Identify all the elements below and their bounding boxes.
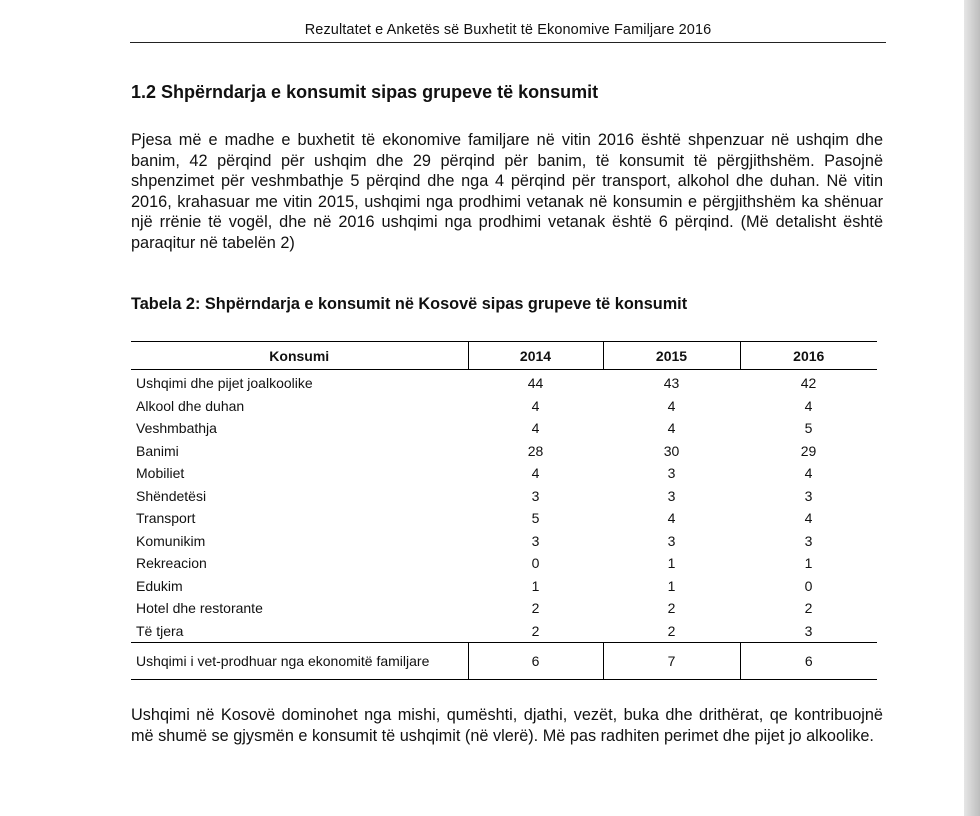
- table-row: [131, 597, 877, 620]
- cell-value: 29: [800, 442, 817, 459]
- row-label: Shëndetësi: [136, 487, 207, 504]
- column-header: 2014: [468, 342, 603, 370]
- cell-value: 3: [531, 487, 540, 504]
- row-label: Hotel dhe restorante: [136, 600, 263, 617]
- row-label: Ushqimi i vet-prodhuar nga ekonomitë familjare: [131, 643, 468, 680]
- cell-value: 1: [531, 577, 540, 594]
- table-row: [131, 462, 877, 485]
- cell-value: 6: [740, 643, 877, 680]
- table-row: [131, 485, 877, 508]
- table-row: [131, 530, 877, 553]
- table-row: [131, 440, 877, 463]
- row-label: Veshmbathja: [136, 420, 217, 437]
- cell-value: 5: [531, 510, 540, 527]
- cell-value: 1: [667, 577, 676, 594]
- cell-value: 30: [663, 442, 680, 459]
- row-label: Mobiliet: [136, 465, 185, 482]
- cell-value: 0: [531, 555, 540, 572]
- viewer-scroll-edge: [964, 0, 980, 816]
- cell-value: 4: [804, 510, 813, 527]
- cell-value: 4: [531, 420, 540, 437]
- table-row: [131, 620, 877, 643]
- cell-value: 3: [804, 532, 813, 549]
- consumption-table: [131, 341, 877, 680]
- cell-value: 3: [667, 532, 676, 549]
- cell-value: 4: [667, 420, 676, 437]
- cell-value: 2: [531, 600, 540, 617]
- column-header: 2016: [740, 342, 877, 370]
- cell-value: 0: [804, 577, 813, 594]
- cell-value: 3: [667, 465, 676, 482]
- cell-value: 2: [667, 600, 676, 617]
- row-label: Edukim: [136, 577, 183, 594]
- cell-value: 3: [804, 622, 813, 639]
- cell-value: 28: [527, 442, 544, 459]
- table-row: [131, 370, 877, 395]
- cell-value: 3: [667, 487, 676, 504]
- cell-value: 42: [800, 375, 817, 392]
- column-header: Konsumi: [131, 342, 468, 370]
- cell-value: 3: [531, 532, 540, 549]
- cell-value: 2: [667, 622, 676, 639]
- row-label: Alkool dhe duhan: [136, 397, 245, 414]
- table-caption: Tabela 2: Shpërndarja e konsumit në Kosovë sipas grupeve të konsumit: [131, 295, 688, 313]
- cell-value: 4: [531, 397, 540, 414]
- cell-value: 2: [531, 622, 540, 639]
- row-label: Rekreacion: [136, 555, 207, 572]
- cell-value: 4: [667, 510, 676, 527]
- table-row: [131, 507, 877, 530]
- row-label: Ushqimi dhe pijet joalkoolike: [136, 375, 313, 392]
- cell-value: 2: [804, 600, 813, 617]
- header-rule: [130, 42, 886, 43]
- cell-value: 1: [804, 555, 813, 572]
- cell-value: 4: [531, 465, 540, 482]
- cell-value: 44: [527, 375, 544, 392]
- table-row: [131, 552, 877, 575]
- row-label: Të tjera: [136, 622, 184, 639]
- table-row: [131, 395, 877, 418]
- table-row: [131, 643, 877, 680]
- cell-value: 1: [667, 555, 676, 572]
- cell-value: 43: [663, 375, 680, 392]
- cell-value: 4: [804, 465, 813, 482]
- cell-value: 7: [603, 643, 740, 680]
- cell-value: 4: [667, 397, 676, 414]
- cell-value: 3: [804, 487, 813, 504]
- row-label: Banimi: [136, 442, 179, 459]
- section-title: 1.2 Shpërndarja e konsumit sipas grupeve të konsumit: [131, 82, 599, 102]
- intro-paragraph: Pjesa më e madhe e buxhetit të ekonomive familjare në vitin 2016 është shpenzuar në ushqim dhe banim, 42 përqind për ushqim dhe 29 përqind për banim, të konsumit të përgjithshëm. Pasojnë shpenzimet për veshmbathje 5 përqind dhe nga 4 përqind për transport, alkohol dhe duhan. Në vitin 2016, krahasuar me vitin 2015, ushqimi nga prodhimi vetanak në konsumin e përgjithshëm ka shënuar një rrënie të vogël, dhe në 2016 ushqimi nga prodhimi vetanak është 6 përqind. (Më detalisht është paraqitur në tabelën 2): [131, 131, 883, 252]
- closing-paragraph: Ushqimi në Kosovë dominohet nga mishi, qumështi, djathi, vezët, buka dhe drithërat, qe kontribuojnë më shumë se gjysmën e konsumit të ushqimit (në vlerë). Më pas radhiten perimet dhe pijet jo alkoolike.: [131, 706, 883, 745]
- running-header: Rezultatet e Anketës së Buxhetit të Ekonomive Familjare 2016: [304, 22, 712, 38]
- row-label: Transport: [136, 510, 196, 527]
- cell-value: 4: [804, 397, 813, 414]
- row-label: Komunikim: [136, 532, 206, 549]
- cell-value: 6: [468, 643, 603, 680]
- column-header: 2015: [603, 342, 740, 370]
- cell-value: 5: [804, 420, 813, 437]
- table-header-row: [131, 342, 877, 370]
- table-row: [131, 417, 877, 440]
- table-row: [131, 575, 877, 598]
